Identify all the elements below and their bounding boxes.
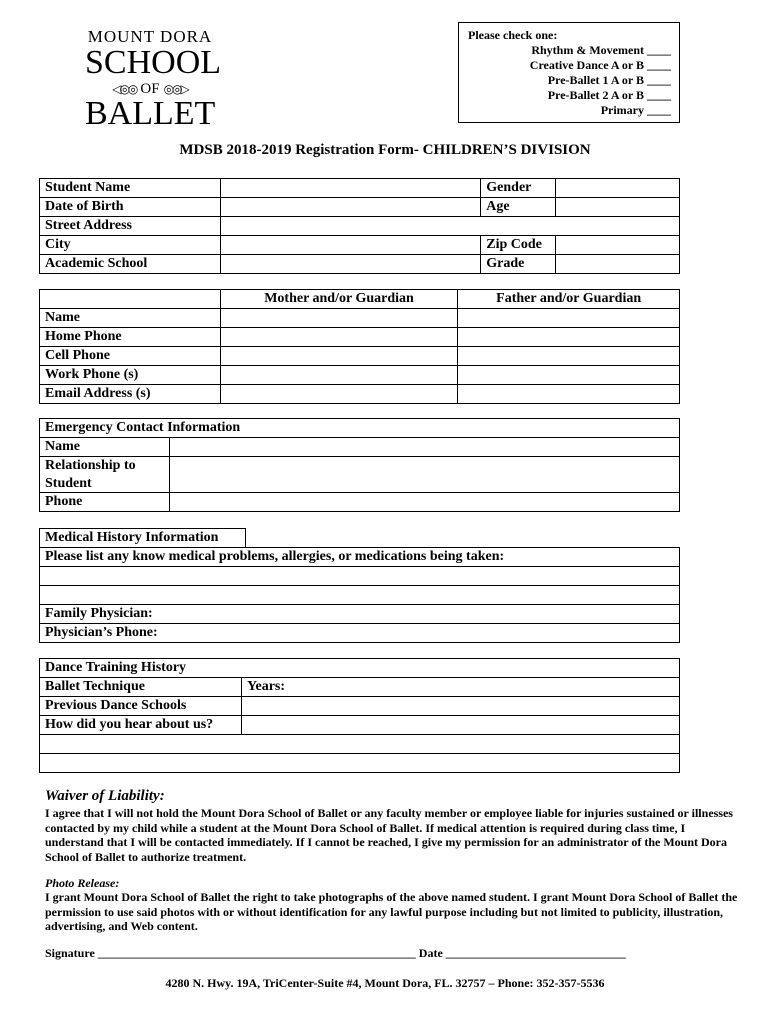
physician-phone-label[interactable]: Physician’s Phone: (40, 624, 680, 643)
class-selection-box (458, 22, 680, 123)
zip-code-field[interactable] (556, 236, 680, 255)
class-selection-title: Please check one: (468, 28, 558, 42)
ornament-right-icon: ◎◎▷ (163, 82, 188, 96)
emergency-phone-field[interactable] (169, 493, 679, 512)
photo-release-heading: Photo Release: (45, 876, 120, 890)
medical-table (39, 547, 680, 643)
student-name-label: Student Name (40, 179, 221, 198)
waiver-heading: Waiver of Liability: (45, 788, 165, 804)
father-home-phone-field[interactable] (458, 328, 680, 347)
dance-training-table (39, 658, 680, 773)
city-label: City (40, 236, 221, 255)
father-cell-phone-field[interactable] (458, 347, 680, 366)
father-work-phone-field[interactable] (458, 366, 680, 385)
family-physician-label[interactable]: Family Physician: (40, 605, 680, 624)
father-guardian-header: Father and/or Guardian (458, 290, 680, 309)
street-address-field[interactable] (220, 217, 679, 236)
class-option-primary[interactable]: Primary ____ (600, 103, 671, 117)
dance-training-header: Dance Training History (40, 659, 680, 678)
form-title: MDSB 2018-2019 Registration Form- CHILDREN’S DIVISION (179, 142, 591, 158)
school-logo (85, 27, 222, 132)
age-label: Age (481, 198, 556, 217)
emergency-contact-header: Emergency Contact Information (40, 419, 680, 438)
academic-school-label: Academic School (40, 255, 221, 274)
guardian-name-label: Name (40, 309, 221, 328)
medical-prompt: Please list any know medical problems, allergies, or medications being taken: (40, 548, 680, 567)
medical-line-1[interactable] (40, 567, 680, 586)
cell-phone-label: Cell Phone (40, 347, 221, 366)
previous-schools-field[interactable] (241, 697, 679, 716)
father-name-field[interactable] (458, 309, 680, 328)
mother-email-field[interactable] (220, 385, 458, 404)
ornament-left-icon: ◁◎◎ (112, 82, 137, 96)
city-field[interactable] (220, 236, 480, 255)
email-address-label: Email Address (s) (40, 385, 221, 404)
grade-label: Grade (481, 255, 556, 274)
mother-cell-phone-field[interactable] (220, 347, 458, 366)
hear-about-us-field[interactable] (241, 716, 679, 735)
class-option-pre-ballet-2[interactable]: Pre-Ballet 2 A or B ____ (547, 88, 671, 102)
photo-release-text: I grant Mount Dora School of Ballet the right to take photographs of the above named student. I grant Mount Dora School of Ballet the permission to use said photos with or without identification for any lawful purpose including but not limited to publicity, illustration, advertising, and Web content. (45, 890, 738, 933)
previous-schools-label: Previous Dance Schools (40, 697, 242, 716)
logo-line-of: ◁◎◎ OF ◎◎▷ (112, 81, 188, 97)
emergency-name-field[interactable] (169, 438, 679, 457)
grade-field[interactable] (556, 255, 680, 274)
class-option-pre-ballet-1[interactable]: Pre-Ballet 1 A or B ____ (547, 73, 671, 87)
medical-header-tab (39, 528, 246, 547)
zip-code-label: Zip Code (481, 236, 556, 255)
logo-line-ballet: BALLET (85, 95, 216, 132)
emergency-contact-table (39, 418, 680, 512)
student-info-table (39, 178, 680, 274)
student-name-field[interactable] (220, 179, 480, 198)
mother-home-phone-field[interactable] (220, 328, 458, 347)
date-of-birth-label: Date of Birth (40, 198, 221, 217)
gender-label: Gender (481, 179, 556, 198)
years-label[interactable]: Years: (241, 678, 679, 697)
relationship-label: Relationship to Student (40, 457, 170, 493)
age-field[interactable] (556, 198, 680, 217)
home-phone-label: Home Phone (40, 328, 221, 347)
emergency-phone-label: Phone (40, 493, 170, 512)
logo-line-mount-dora: MOUNT DORA (87, 27, 213, 46)
medical-line-2[interactable] (40, 586, 680, 605)
emergency-name-label: Name (40, 438, 170, 457)
class-option-creative-dance[interactable]: Creative Dance A or B ____ (529, 58, 671, 72)
footer-address: 4280 N. Hwy. 19A, TriCenter-Suite #4, Mount Dora, FL. 32757 – Phone: 352-357-5536 (165, 976, 605, 990)
mother-name-field[interactable] (220, 309, 458, 328)
medical-history-header: Medical History Information (40, 529, 246, 548)
gender-field[interactable] (556, 179, 680, 198)
relationship-field[interactable] (169, 457, 679, 493)
father-email-field[interactable] (458, 385, 680, 404)
date-of-birth-field[interactable] (220, 198, 480, 217)
waiver-text: I agree that I will not hold the Mount Dora School of Ballet or any faculty member or employee liable for injuries sustained or illnesses contacted by my child while a student at the Mount Dora School of Ballet. If medical attention is required during class time, I understand that I will be contacted immediately. If I cannot be reached, I give my permission for an administrator of the Mount Dora School of Ballet to authorize treatment. (45, 806, 733, 864)
guardian-header-blank (40, 290, 221, 309)
class-option-rhythm[interactable]: Rhythm & Movement ____ (531, 43, 671, 57)
hear-about-line-1[interactable] (40, 735, 680, 754)
logo-line-school: SCHOOL (85, 44, 222, 81)
ballet-technique-label: Ballet Technique (40, 678, 242, 697)
signature-date-line[interactable]: Signature _____________________________________________________ Date ______________________________ (45, 946, 626, 960)
academic-school-field[interactable] (220, 255, 480, 274)
work-phone-label: Work Phone (s) (40, 366, 221, 385)
hear-about-line-2[interactable] (40, 754, 680, 773)
street-address-label: Street Address (40, 217, 221, 236)
mother-guardian-header: Mother and/or Guardian (220, 290, 458, 309)
mother-work-phone-field[interactable] (220, 366, 458, 385)
hear-about-us-label: How did you hear about us? (40, 716, 242, 735)
guardian-table (39, 289, 680, 404)
